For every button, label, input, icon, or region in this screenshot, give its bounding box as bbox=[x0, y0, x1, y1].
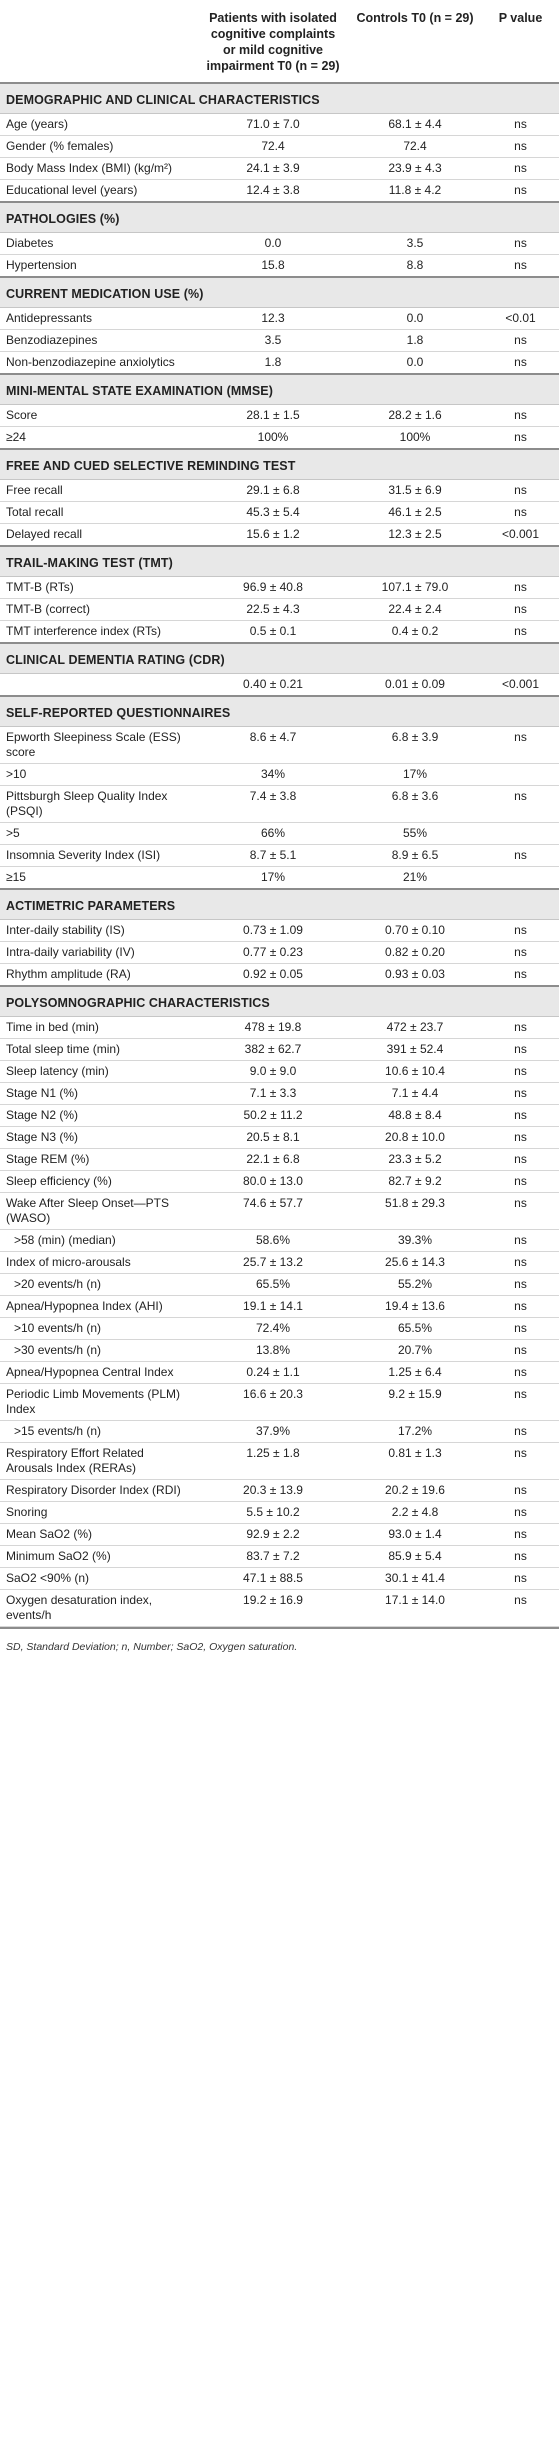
table-row bbox=[0, 1340, 559, 1362]
header-patients: Patients with isolated cognitive complaints or mild cognitive impairment T0 (n = 29) bbox=[198, 0, 348, 83]
row-label: >30 events/h (n) bbox=[0, 1340, 198, 1362]
patients-value: 0.0 bbox=[198, 233, 348, 255]
patients-value: 47.1 ± 88.5 bbox=[198, 1568, 348, 1590]
p-value: <0.001 bbox=[482, 524, 559, 547]
controls-value: 107.1 ± 79.0 bbox=[348, 577, 482, 599]
section-header bbox=[0, 83, 559, 114]
controls-value: 68.1 ± 4.4 bbox=[348, 114, 482, 136]
header-variable bbox=[0, 0, 198, 83]
table-row bbox=[0, 823, 559, 845]
p-value: ns bbox=[482, 136, 559, 158]
p-value: ns bbox=[482, 1105, 559, 1127]
table-row bbox=[0, 577, 559, 599]
table-row bbox=[0, 1480, 559, 1502]
row-label: Sleep latency (min) bbox=[0, 1061, 198, 1083]
p-value: ns bbox=[482, 502, 559, 524]
row-label: Stage N3 (%) bbox=[0, 1127, 198, 1149]
table-row bbox=[0, 1274, 559, 1296]
table-header bbox=[0, 0, 559, 83]
section-header bbox=[0, 986, 559, 1017]
p-value: ns bbox=[482, 786, 559, 823]
row-label: Hypertension bbox=[0, 255, 198, 278]
row-label: Free recall bbox=[0, 480, 198, 502]
row-label: >20 events/h (n) bbox=[0, 1274, 198, 1296]
row-label: Periodic Limb Movements (PLM) Index bbox=[0, 1384, 198, 1421]
controls-value: 0.81 ± 1.3 bbox=[348, 1443, 482, 1480]
patients-value: 100% bbox=[198, 427, 348, 450]
patients-value: 22.1 ± 6.8 bbox=[198, 1149, 348, 1171]
row-label: Inter-daily stability (IS) bbox=[0, 920, 198, 942]
controls-value: 21% bbox=[348, 867, 482, 890]
p-value: ns bbox=[482, 1443, 559, 1480]
section-header bbox=[0, 202, 559, 233]
table-row bbox=[0, 1502, 559, 1524]
table-body bbox=[0, 83, 559, 1627]
row-label: >58 (min) (median) bbox=[0, 1230, 198, 1252]
patients-value: 1.25 ± 1.8 bbox=[198, 1443, 348, 1480]
p-value: ns bbox=[482, 1546, 559, 1568]
patients-value: 16.6 ± 20.3 bbox=[198, 1384, 348, 1421]
row-label: Score bbox=[0, 405, 198, 427]
patients-value: 80.0 ± 13.0 bbox=[198, 1171, 348, 1193]
table-row bbox=[0, 1443, 559, 1480]
row-label: Total sleep time (min) bbox=[0, 1039, 198, 1061]
p-value: ns bbox=[482, 1171, 559, 1193]
row-label: TMT-B (RTs) bbox=[0, 577, 198, 599]
table-row bbox=[0, 964, 559, 987]
patients-value: 0.73 ± 1.09 bbox=[198, 920, 348, 942]
patients-value: 72.4 bbox=[198, 136, 348, 158]
patients-value: 20.5 ± 8.1 bbox=[198, 1127, 348, 1149]
p-value: ns bbox=[482, 1502, 559, 1524]
row-label: TMT interference index (RTs) bbox=[0, 621, 198, 644]
p-value: ns bbox=[482, 621, 559, 644]
table-row bbox=[0, 1568, 559, 1590]
controls-value: 19.4 ± 13.6 bbox=[348, 1296, 482, 1318]
table-row bbox=[0, 764, 559, 786]
patients-value: 58.6% bbox=[198, 1230, 348, 1252]
row-label: Time in bed (min) bbox=[0, 1017, 198, 1039]
row-label: Apnea/Hypopnea Index (AHI) bbox=[0, 1296, 198, 1318]
table-row bbox=[0, 1017, 559, 1039]
p-value: ns bbox=[482, 1421, 559, 1443]
p-value: ns bbox=[482, 330, 559, 352]
patients-value: 96.9 ± 40.8 bbox=[198, 577, 348, 599]
patients-value: 29.1 ± 6.8 bbox=[198, 480, 348, 502]
controls-value: 0.93 ± 0.03 bbox=[348, 964, 482, 987]
row-label: Gender (% females) bbox=[0, 136, 198, 158]
controls-value: 10.6 ± 10.4 bbox=[348, 1061, 482, 1083]
controls-value: 0.4 ± 0.2 bbox=[348, 621, 482, 644]
table-row bbox=[0, 114, 559, 136]
row-label: Body Mass Index (BMI) (kg/m²) bbox=[0, 158, 198, 180]
patients-value: 8.6 ± 4.7 bbox=[198, 727, 348, 764]
table-row bbox=[0, 1296, 559, 1318]
controls-value: 17.2% bbox=[348, 1421, 482, 1443]
patients-value: 65.5% bbox=[198, 1274, 348, 1296]
controls-value: 0.01 ± 0.09 bbox=[348, 674, 482, 697]
patients-value: 50.2 ± 11.2 bbox=[198, 1105, 348, 1127]
patients-value: 83.7 ± 7.2 bbox=[198, 1546, 348, 1568]
row-label: ≥24 bbox=[0, 427, 198, 450]
patients-value: 19.1 ± 14.1 bbox=[198, 1296, 348, 1318]
controls-value: 2.2 ± 4.8 bbox=[348, 1502, 482, 1524]
p-value: ns bbox=[482, 1384, 559, 1421]
controls-value: 7.1 ± 4.4 bbox=[348, 1083, 482, 1105]
row-label: Epworth Sleepiness Scale (ESS) score bbox=[0, 727, 198, 764]
p-value: ns bbox=[482, 480, 559, 502]
controls-value: 0.0 bbox=[348, 352, 482, 375]
p-value: ns bbox=[482, 1568, 559, 1590]
section-header bbox=[0, 277, 559, 308]
controls-value: 20.2 ± 19.6 bbox=[348, 1480, 482, 1502]
p-value bbox=[482, 823, 559, 845]
section-title: CLINICAL DEMENTIA RATING (CDR) bbox=[0, 643, 559, 674]
row-label: >10 events/h (n) bbox=[0, 1318, 198, 1340]
patients-value: 0.40 ± 0.21 bbox=[198, 674, 348, 697]
row-label: Wake After Sleep Onset—PTS (WASO) bbox=[0, 1193, 198, 1230]
patients-value: 72.4% bbox=[198, 1318, 348, 1340]
table-row bbox=[0, 920, 559, 942]
row-label: Snoring bbox=[0, 1502, 198, 1524]
patients-value: 5.5 ± 10.2 bbox=[198, 1502, 348, 1524]
controls-value: 100% bbox=[348, 427, 482, 450]
row-label: SaO2 <90% (n) bbox=[0, 1568, 198, 1590]
controls-value: 93.0 ± 1.4 bbox=[348, 1524, 482, 1546]
section-title: CURRENT MEDICATION USE (%) bbox=[0, 277, 559, 308]
p-value: ns bbox=[482, 1318, 559, 1340]
p-value: ns bbox=[482, 599, 559, 621]
p-value: ns bbox=[482, 845, 559, 867]
controls-value: 20.7% bbox=[348, 1340, 482, 1362]
table-row bbox=[0, 308, 559, 330]
section-header bbox=[0, 643, 559, 674]
p-value: ns bbox=[482, 233, 559, 255]
p-value: ns bbox=[482, 1274, 559, 1296]
controls-value: 30.1 ± 41.4 bbox=[348, 1568, 482, 1590]
table-row bbox=[0, 727, 559, 764]
p-value: ns bbox=[482, 1039, 559, 1061]
patients-value: 0.5 ± 0.1 bbox=[198, 621, 348, 644]
controls-value: 8.8 bbox=[348, 255, 482, 278]
section-title: ACTIMETRIC PARAMETERS bbox=[0, 889, 559, 920]
table-row bbox=[0, 180, 559, 203]
table-row bbox=[0, 1318, 559, 1340]
controls-value: 25.6 ± 14.3 bbox=[348, 1252, 482, 1274]
row-label: >15 events/h (n) bbox=[0, 1421, 198, 1443]
table-row bbox=[0, 1039, 559, 1061]
row-label: Delayed recall bbox=[0, 524, 198, 547]
table-row bbox=[0, 255, 559, 278]
p-value: ns bbox=[482, 920, 559, 942]
section-title: PATHOLOGIES (%) bbox=[0, 202, 559, 233]
row-label: Respiratory Disorder Index (RDI) bbox=[0, 1480, 198, 1502]
p-value: ns bbox=[482, 1340, 559, 1362]
table-row bbox=[0, 867, 559, 890]
controls-value: 20.8 ± 10.0 bbox=[348, 1127, 482, 1149]
patients-value: 37.9% bbox=[198, 1421, 348, 1443]
patients-value: 0.77 ± 0.23 bbox=[198, 942, 348, 964]
table-row bbox=[0, 1546, 559, 1568]
patients-value: 22.5 ± 4.3 bbox=[198, 599, 348, 621]
row-label: Total recall bbox=[0, 502, 198, 524]
p-value: ns bbox=[482, 255, 559, 278]
patients-value: 28.1 ± 1.5 bbox=[198, 405, 348, 427]
controls-value: 31.5 ± 6.9 bbox=[348, 480, 482, 502]
header-controls: Controls T0 (n = 29) bbox=[348, 0, 482, 83]
row-label: Respiratory Effort Related Arousals Index (RERAs) bbox=[0, 1443, 198, 1480]
section-title: DEMOGRAPHIC AND CLINICAL CHARACTERISTICS bbox=[0, 83, 559, 114]
table-row bbox=[0, 480, 559, 502]
section-header bbox=[0, 696, 559, 727]
table-footnote: SD, Standard Deviation; n, Number; SaO2, Oxygen saturation. bbox=[0, 1627, 559, 1653]
patients-value: 25.7 ± 13.2 bbox=[198, 1252, 348, 1274]
p-value: ns bbox=[482, 1362, 559, 1384]
row-label: Age (years) bbox=[0, 114, 198, 136]
p-value: ns bbox=[482, 1149, 559, 1171]
p-value: ns bbox=[482, 158, 559, 180]
table-row bbox=[0, 1230, 559, 1252]
p-value: ns bbox=[482, 1480, 559, 1502]
row-label: Educational level (years) bbox=[0, 180, 198, 203]
patients-value: 19.2 ± 16.9 bbox=[198, 1590, 348, 1627]
p-value bbox=[482, 764, 559, 786]
patients-value: 24.1 ± 3.9 bbox=[198, 158, 348, 180]
row-label: >5 bbox=[0, 823, 198, 845]
section-title: MINI-MENTAL STATE EXAMINATION (MMSE) bbox=[0, 374, 559, 405]
table-row bbox=[0, 599, 559, 621]
patients-value: 66% bbox=[198, 823, 348, 845]
row-label: Stage N2 (%) bbox=[0, 1105, 198, 1127]
patients-value: 0.92 ± 0.05 bbox=[198, 964, 348, 987]
patients-value: 7.1 ± 3.3 bbox=[198, 1083, 348, 1105]
p-value: ns bbox=[482, 1590, 559, 1627]
controls-value: 55% bbox=[348, 823, 482, 845]
patients-value: 15.8 bbox=[198, 255, 348, 278]
patients-value: 71.0 ± 7.0 bbox=[198, 114, 348, 136]
controls-value: 0.70 ± 0.10 bbox=[348, 920, 482, 942]
table-row bbox=[0, 1105, 559, 1127]
p-value: ns bbox=[482, 352, 559, 375]
section-title: FREE AND CUED SELECTIVE REMINDING TEST bbox=[0, 449, 559, 480]
p-value: ns bbox=[482, 180, 559, 203]
p-value: ns bbox=[482, 942, 559, 964]
p-value: <0.001 bbox=[482, 674, 559, 697]
controls-value: 23.3 ± 5.2 bbox=[348, 1149, 482, 1171]
table-row bbox=[0, 786, 559, 823]
table-row bbox=[0, 621, 559, 644]
table-row bbox=[0, 136, 559, 158]
table-row bbox=[0, 233, 559, 255]
patients-value: 1.8 bbox=[198, 352, 348, 375]
controls-value: 46.1 ± 2.5 bbox=[348, 502, 482, 524]
section-header bbox=[0, 889, 559, 920]
p-value: ns bbox=[482, 1296, 559, 1318]
row-label: Minimum SaO2 (%) bbox=[0, 1546, 198, 1568]
row-label: Diabetes bbox=[0, 233, 198, 255]
table-row bbox=[0, 674, 559, 697]
table-row bbox=[0, 1061, 559, 1083]
patients-value: 45.3 ± 5.4 bbox=[198, 502, 348, 524]
table-row bbox=[0, 158, 559, 180]
row-label: >10 bbox=[0, 764, 198, 786]
table-row bbox=[0, 942, 559, 964]
row-label: Stage REM (%) bbox=[0, 1149, 198, 1171]
patients-value: 8.7 ± 5.1 bbox=[198, 845, 348, 867]
p-value: ns bbox=[482, 114, 559, 136]
row-label: Sleep efficiency (%) bbox=[0, 1171, 198, 1193]
controls-value: 48.8 ± 8.4 bbox=[348, 1105, 482, 1127]
controls-value: 12.3 ± 2.5 bbox=[348, 524, 482, 547]
section-title: SELF-REPORTED QUESTIONNAIRES bbox=[0, 696, 559, 727]
controls-value: 6.8 ± 3.9 bbox=[348, 727, 482, 764]
patients-value: 17% bbox=[198, 867, 348, 890]
table-row bbox=[0, 1362, 559, 1384]
controls-value: 1.8 bbox=[348, 330, 482, 352]
controls-value: 8.9 ± 6.5 bbox=[348, 845, 482, 867]
table-row bbox=[0, 1252, 559, 1274]
controls-value: 55.2% bbox=[348, 1274, 482, 1296]
table-row bbox=[0, 1590, 559, 1627]
patients-value: 34% bbox=[198, 764, 348, 786]
p-value: ns bbox=[482, 427, 559, 450]
controls-value: 6.8 ± 3.6 bbox=[348, 786, 482, 823]
p-value: ns bbox=[482, 1061, 559, 1083]
row-label: Oxygen desaturation index, events/h bbox=[0, 1590, 198, 1627]
p-value: ns bbox=[482, 405, 559, 427]
p-value: ns bbox=[482, 1230, 559, 1252]
controls-value: 3.5 bbox=[348, 233, 482, 255]
section-title: TRAIL-MAKING TEST (TMT) bbox=[0, 546, 559, 577]
row-label bbox=[0, 674, 198, 697]
p-value: ns bbox=[482, 1252, 559, 1274]
p-value: ns bbox=[482, 964, 559, 987]
patients-value: 92.9 ± 2.2 bbox=[198, 1524, 348, 1546]
section-header bbox=[0, 374, 559, 405]
row-label: Mean SaO2 (%) bbox=[0, 1524, 198, 1546]
controls-value: 22.4 ± 2.4 bbox=[348, 599, 482, 621]
patients-value: 12.4 ± 3.8 bbox=[198, 180, 348, 203]
table-row bbox=[0, 330, 559, 352]
row-label: Antidepressants bbox=[0, 308, 198, 330]
row-label: Rhythm amplitude (RA) bbox=[0, 964, 198, 987]
table-row bbox=[0, 1421, 559, 1443]
table-row bbox=[0, 1083, 559, 1105]
p-value: ns bbox=[482, 1017, 559, 1039]
table-row bbox=[0, 1149, 559, 1171]
patients-value: 382 ± 62.7 bbox=[198, 1039, 348, 1061]
controls-value: 82.7 ± 9.2 bbox=[348, 1171, 482, 1193]
section-title: POLYSOMNOGRAPHIC CHARACTERISTICS bbox=[0, 986, 559, 1017]
row-label: Non-benzodiazepine anxiolytics bbox=[0, 352, 198, 375]
patients-value: 0.24 ± 1.1 bbox=[198, 1362, 348, 1384]
controls-value: 17% bbox=[348, 764, 482, 786]
controls-value: 39.3% bbox=[348, 1230, 482, 1252]
table-row bbox=[0, 1171, 559, 1193]
row-label: Intra-daily variability (IV) bbox=[0, 942, 198, 964]
row-label: Index of micro-arousals bbox=[0, 1252, 198, 1274]
patients-value: 3.5 bbox=[198, 330, 348, 352]
controls-value: 51.8 ± 29.3 bbox=[348, 1193, 482, 1230]
table-row bbox=[0, 502, 559, 524]
controls-value: 65.5% bbox=[348, 1318, 482, 1340]
section-header bbox=[0, 449, 559, 480]
patients-value: 15.6 ± 1.2 bbox=[198, 524, 348, 547]
patients-value: 74.6 ± 57.7 bbox=[198, 1193, 348, 1230]
controls-value: 9.2 ± 15.9 bbox=[348, 1384, 482, 1421]
row-label: Pittsburgh Sleep Quality Index (PSQI) bbox=[0, 786, 198, 823]
p-value: ns bbox=[482, 1524, 559, 1546]
table-row bbox=[0, 1127, 559, 1149]
p-value bbox=[482, 867, 559, 890]
row-label: Insomnia Severity Index (ISI) bbox=[0, 845, 198, 867]
controls-value: 28.2 ± 1.6 bbox=[348, 405, 482, 427]
header-p-value: P value bbox=[482, 0, 559, 83]
patients-value: 9.0 ± 9.0 bbox=[198, 1061, 348, 1083]
section-header bbox=[0, 546, 559, 577]
p-value: <0.01 bbox=[482, 308, 559, 330]
table-row bbox=[0, 1524, 559, 1546]
table-row bbox=[0, 405, 559, 427]
table-row bbox=[0, 427, 559, 450]
patients-value: 478 ± 19.8 bbox=[198, 1017, 348, 1039]
controls-value: 11.8 ± 4.2 bbox=[348, 180, 482, 203]
table-row bbox=[0, 1193, 559, 1230]
table-row bbox=[0, 524, 559, 547]
controls-value: 391 ± 52.4 bbox=[348, 1039, 482, 1061]
row-label: Apnea/Hypopnea Central Index bbox=[0, 1362, 198, 1384]
table-row bbox=[0, 1384, 559, 1421]
controls-value: 23.9 ± 4.3 bbox=[348, 158, 482, 180]
controls-value: 72.4 bbox=[348, 136, 482, 158]
controls-value: 85.9 ± 5.4 bbox=[348, 1546, 482, 1568]
controls-value: 17.1 ± 14.0 bbox=[348, 1590, 482, 1627]
p-value: ns bbox=[482, 727, 559, 764]
row-label: Benzodiazepines bbox=[0, 330, 198, 352]
p-value: ns bbox=[482, 1127, 559, 1149]
p-value: ns bbox=[482, 577, 559, 599]
patients-value: 13.8% bbox=[198, 1340, 348, 1362]
controls-value: 472 ± 23.7 bbox=[348, 1017, 482, 1039]
patients-value: 12.3 bbox=[198, 308, 348, 330]
controls-value: 0.0 bbox=[348, 308, 482, 330]
controls-value: 0.82 ± 0.20 bbox=[348, 942, 482, 964]
table-row bbox=[0, 845, 559, 867]
p-value: ns bbox=[482, 1083, 559, 1105]
controls-value: 1.25 ± 6.4 bbox=[348, 1362, 482, 1384]
row-label: Stage N1 (%) bbox=[0, 1083, 198, 1105]
p-value: ns bbox=[482, 1193, 559, 1230]
row-label: TMT-B (correct) bbox=[0, 599, 198, 621]
patients-value: 7.4 ± 3.8 bbox=[198, 786, 348, 823]
table-row bbox=[0, 352, 559, 375]
row-label: ≥15 bbox=[0, 867, 198, 890]
patients-value: 20.3 ± 13.9 bbox=[198, 1480, 348, 1502]
